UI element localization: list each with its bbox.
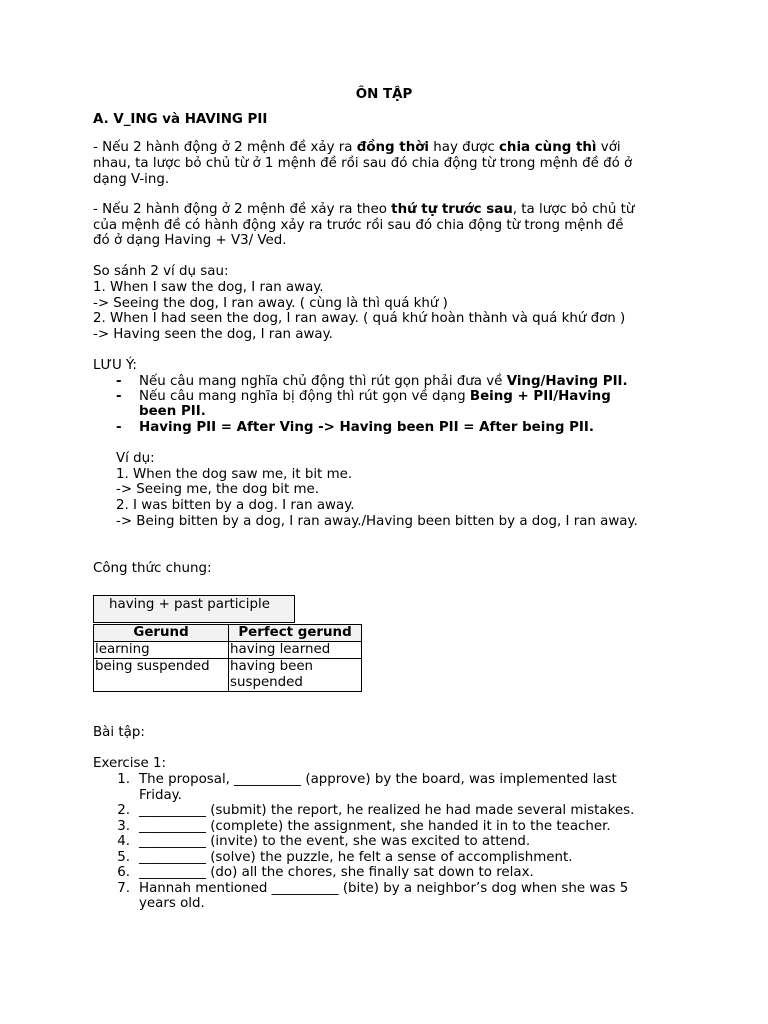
rule1-bold-simultaneous: đồng thời — [356, 140, 430, 155]
exercise-item: __________ (do) all the chores, she finally sat down to relax. — [139, 865, 534, 880]
examples-heading: Ví dụ: — [116, 451, 155, 466]
note-bullet-1 — [139, 374, 628, 390]
rule1-line1 — [93, 140, 621, 156]
rule1-text: với — [596, 140, 621, 155]
note-text: Nếu câu mang nghĩa bị động thì rút gọn về dạng — [139, 389, 470, 404]
compare-line: -> Seeing the dog, I ran away. ( cùng là thì quá khứ ) — [93, 296, 448, 311]
exercise-item: Hannah mentioned __________ (bite) by a neighbor’s dog when she was 5 — [139, 881, 629, 896]
note-bullet-2-line2: been PII. — [139, 404, 206, 419]
rule2-line3: đó ở dạng Having + V3/ Ved. — [93, 233, 287, 248]
table-header-perfect-gerund: Perfect gerund — [229, 625, 362, 642]
exercise-item: __________ (complete) the assignment, she handed it in to the teacher. — [139, 819, 611, 834]
section-a-heading: A. V_ING và HAVING PII — [93, 112, 268, 127]
exercise-item: __________ (solve) the puzzle, he felt a sense of accomplishment. — [139, 850, 573, 865]
rule2-text: , ta lược bỏ chủ từ — [512, 202, 635, 217]
compare-line: 2. When I had seen the dog, I ran away. ( quá khứ hoàn thành và quá khứ đơn ) — [93, 311, 626, 326]
note-bullet-3: Having PII = After Ving -> Having been PII = After being PII. — [139, 420, 594, 435]
exercise-number: 7. — [117, 881, 130, 896]
rule1-line2: nhau, ta lược bỏ chủ từ ở 1 mệnh đề rồi sau đó chia động từ trong mệnh đề đó ở — [93, 156, 633, 171]
example-line: -> Being bitten by a dog, I ran away./Having been bitten by a dog, I ran away. — [116, 514, 638, 529]
compare-heading: So sánh 2 ví dụ sau: — [93, 264, 229, 279]
formula-label: Công thức chung: — [93, 561, 212, 576]
rule2-text: - Nếu 2 hành động ở 2 mệnh đề xảy ra theo — [93, 202, 392, 217]
note-text: Nếu câu mang nghĩa chủ động thì rút gọn phải đưa về — [139, 374, 507, 389]
example-line: 2. I was bitten by a dog. I ran away. — [116, 498, 355, 513]
table-cell: having learned — [229, 642, 362, 659]
note-bold: Being + PII/Having — [469, 389, 611, 404]
bullet-dash: - — [116, 389, 122, 404]
exercise-item-cont: years old. — [139, 896, 205, 911]
table-cell: having been suspended — [229, 659, 362, 692]
note-heading: LƯU Ý: — [93, 358, 137, 373]
note-bold: Ving/Having PII. — [506, 374, 628, 389]
table-row — [94, 642, 362, 659]
exercise-item: __________ (invite) to the event, she was excited to attend. — [139, 834, 531, 849]
note-bullet-2-line1 — [139, 389, 611, 405]
compare-line: -> Having seen the dog, I ran away. — [93, 327, 333, 342]
table-header-gerund: Gerund — [94, 625, 229, 642]
exercise1-heading: Exercise 1: — [93, 756, 167, 771]
rule2-line1 — [93, 202, 634, 218]
exercise-item-cont: Friday. — [139, 788, 182, 803]
exercise-number: 6. — [117, 865, 130, 880]
table-cell: being suspended — [94, 659, 229, 692]
bullet-dash: - — [116, 420, 122, 435]
exercise-number: 1. — [117, 772, 130, 787]
bullet-dash: - — [116, 374, 122, 389]
formula-box — [93, 595, 295, 623]
rule2-line2: của mệnh đề có hành động xảy ra trước rồi sau đó chia động từ trong mệnh đề — [93, 218, 624, 233]
rule1-text: - Nếu 2 hành động ở 2 mệnh đề xảy ra — [93, 140, 357, 155]
exercise-number: 5. — [117, 850, 130, 865]
exercise-number: 4. — [117, 834, 130, 849]
rule1-text: hay được — [429, 140, 499, 155]
rule2-bold-sequence: thứ tự trước sau — [391, 202, 513, 217]
table-header-row — [94, 625, 362, 642]
exercise-item: __________ (submit) the report, he realized he had made several mistakes. — [139, 803, 635, 818]
exercise-number: 2. — [117, 803, 130, 818]
formula-box-text: having + past participle — [109, 597, 270, 612]
rule1-line3: dạng V-ing. — [93, 172, 170, 187]
exercise-label: Bài tập: — [93, 725, 145, 740]
example-line: -> Seeing me, the dog bit me. — [116, 482, 319, 497]
gerund-table — [93, 624, 362, 692]
compare-line: 1. When I saw the dog, I ran away. — [93, 280, 324, 295]
example-line: 1. When the dog saw me, it bit me. — [116, 467, 353, 482]
exercise-number: 3. — [117, 819, 130, 834]
rule1-bold-same-tense: chia cùng thì — [498, 140, 597, 155]
table-row — [94, 659, 362, 692]
exercise-item: The proposal, __________ (approve) by the board, was implemented last — [139, 772, 617, 787]
page-title: ÔN TẬP — [355, 87, 413, 102]
table-cell: learning — [94, 642, 229, 659]
